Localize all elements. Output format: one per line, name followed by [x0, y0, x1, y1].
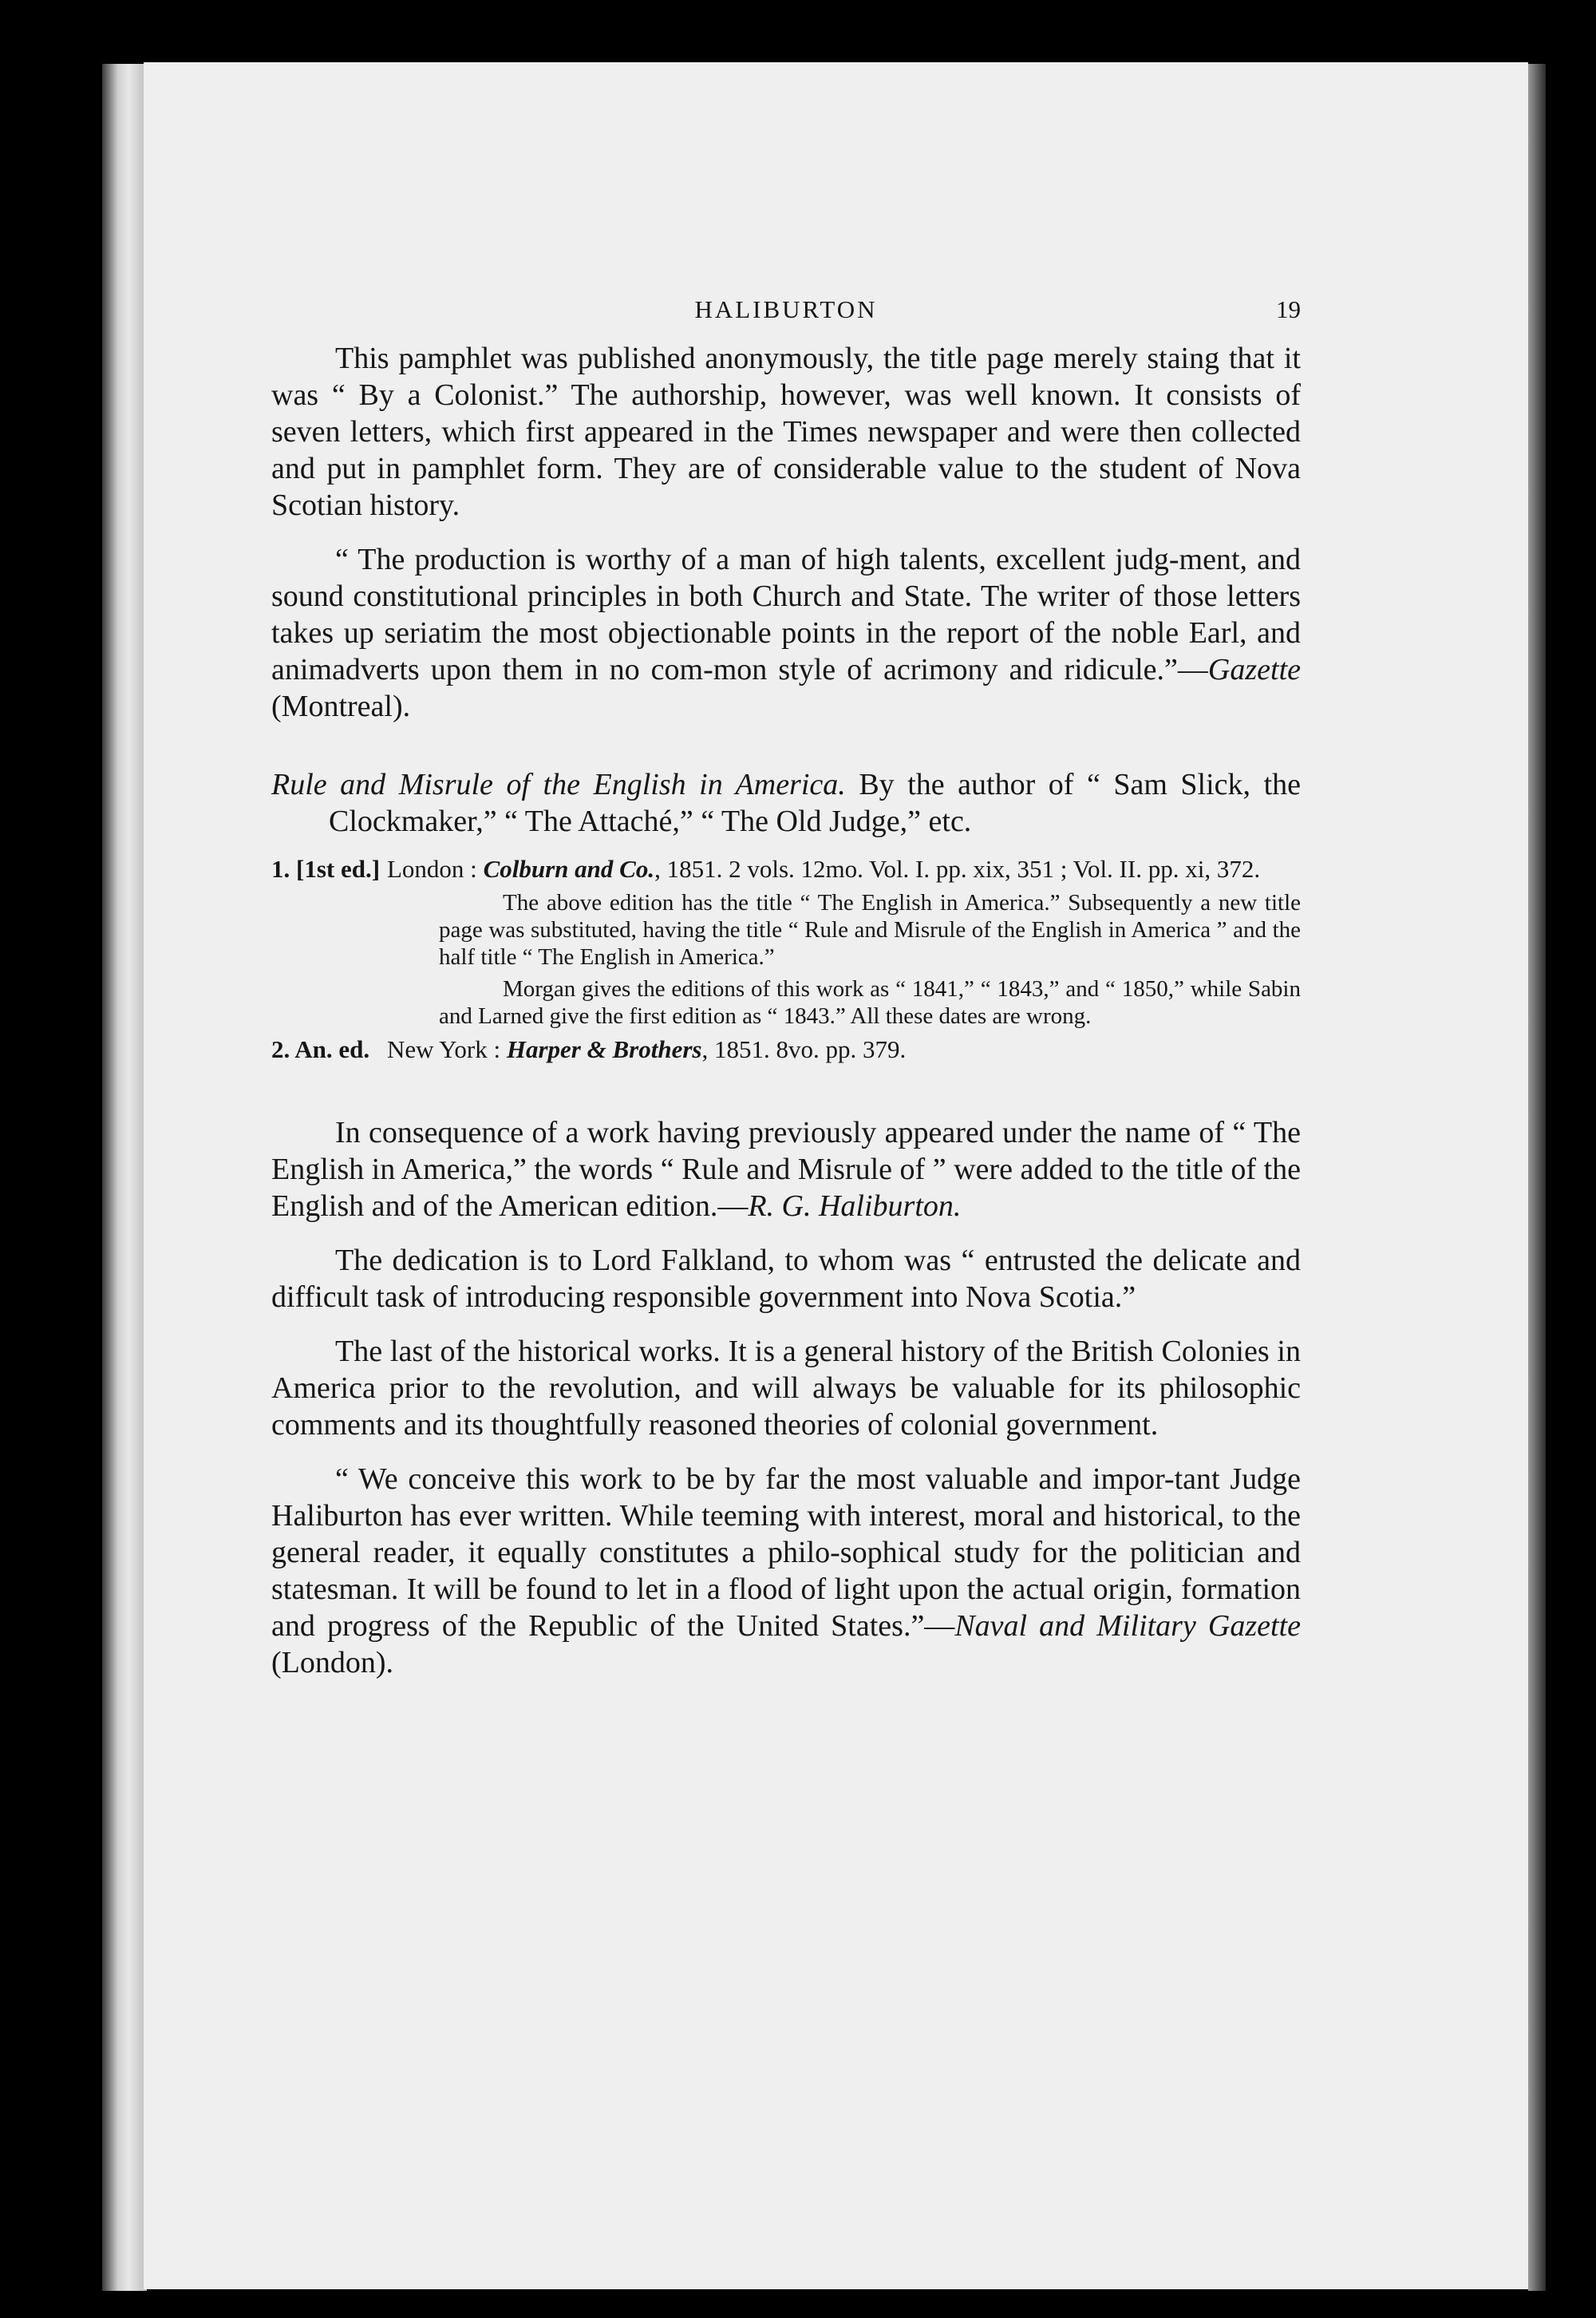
edition-note-title: The above edition has the title “ The English in America.” Subsequently a new title page was substituted, having the title “ Rule and Misrule of the English in America ” and the half title “ The English in America.” — [439, 890, 1301, 970]
work-byline: By the author of “ Sam Slick, the Clockmaker,” “ The Attaché,” “ The Old Judge,” etc. — [329, 768, 1301, 838]
page-content — [271, 295, 1301, 1699]
edition-place: London : — [387, 855, 484, 883]
edition-publisher: Colburn and Co. — [483, 855, 655, 883]
edition-publisher: Harper & Brothers — [506, 1035, 702, 1063]
origin-text: In consequence of a work having previously appeared under the name of “ The English in America,” the words “ Rule and Misrule of ” were added to the title of the English and of the American edition.— — [271, 1116, 1301, 1223]
edition-place: New York : — [387, 1035, 507, 1063]
paragraph-historical-works: The last of the historical works. It is a general history of the British Colonies in America prior to the revolution, and will always be valuable for its philosophic comments and its thoughtfully reasoned theories of colonial government. — [271, 1335, 1301, 1442]
work-title: Rule and Misrule of the English in America. — [271, 768, 846, 801]
paragraph-gazette-quote — [271, 541, 1301, 725]
quote-source: Naval and Military Gazette — [954, 1609, 1301, 1643]
running-head: HALIBURTON — [694, 295, 878, 323]
paragraph-dedication: The dedication is to Lord Falkland, to whom was “ entrusted the delicate and difficult task of introducing responsible government into Nova Scotia.” — [271, 1244, 1301, 1314]
edition-1 — [271, 854, 1301, 884]
page-edge — [1528, 64, 1546, 2291]
edition-details: , 1851. 8vo. pp. 379. — [701, 1035, 907, 1063]
edition-note-dates: Morgan gives the editions of this work as “ 1841,” “ 1843,” and “ 1850,” while Sabin and Larned give the first edition as “ 1843.” All these dates are wrong. — [439, 976, 1301, 1029]
quote-place: (London). — [271, 1646, 394, 1679]
bibliography-entry-title — [271, 766, 1301, 840]
paragraph-naval-quote — [271, 1461, 1301, 1681]
edition-details: , 1851. 2 vols. 12mo. Vol. I. pp. xix, 351 ; Vol. II. pp. xi, 372. — [654, 855, 1261, 883]
edition-label: 2. An. ed. — [271, 1035, 370, 1063]
page-number: 19 — [1276, 295, 1301, 323]
edition-label: 1. [1st ed.] — [271, 855, 381, 883]
quote-place: (Montreal). — [271, 690, 411, 723]
edition-text — [387, 1034, 1301, 1065]
quote-text: “ The production is worthy of a man of high talents, excellent judg-ment, and sound constitutional principles in both Church and State. The writer of those letters takes up seriatim the most objectionable points in the report of the noble Earl, and animadverts upon them in no com-mon style of acrimony and ridicule.”— — [271, 543, 1301, 686]
quote-text: “ We conceive this work to be by far the most valuable and impor-tant Judge Haliburton has ever written. While teeming with interest, moral and historical, to the general reader, it equally constitutes a philo-sophical study for the politician and statesman. It will be found to let in a flood of light upon the actual origin, formation and progress of the Republic of the United States.”— — [271, 1462, 1301, 1643]
quote-source: Gazette — [1207, 653, 1301, 686]
edition-2 — [271, 1034, 1301, 1065]
paragraph-pamphlet: This pamphlet was published anonymously, the title page merely staing that it was “ By a Colonist.” The authorship, however, was well known. It consists of seven letters, which first appeared in the Times newspaper and were then collected and put in pamphlet form. They are of considerable value to the student of Nova Scotian history. — [271, 342, 1301, 522]
origin-author: R. G. Haliburton. — [748, 1189, 962, 1223]
page-header — [271, 295, 1301, 335]
paragraph-title-origin — [271, 1114, 1301, 1224]
edition-text — [387, 854, 1301, 884]
page-binding — [102, 64, 147, 2291]
